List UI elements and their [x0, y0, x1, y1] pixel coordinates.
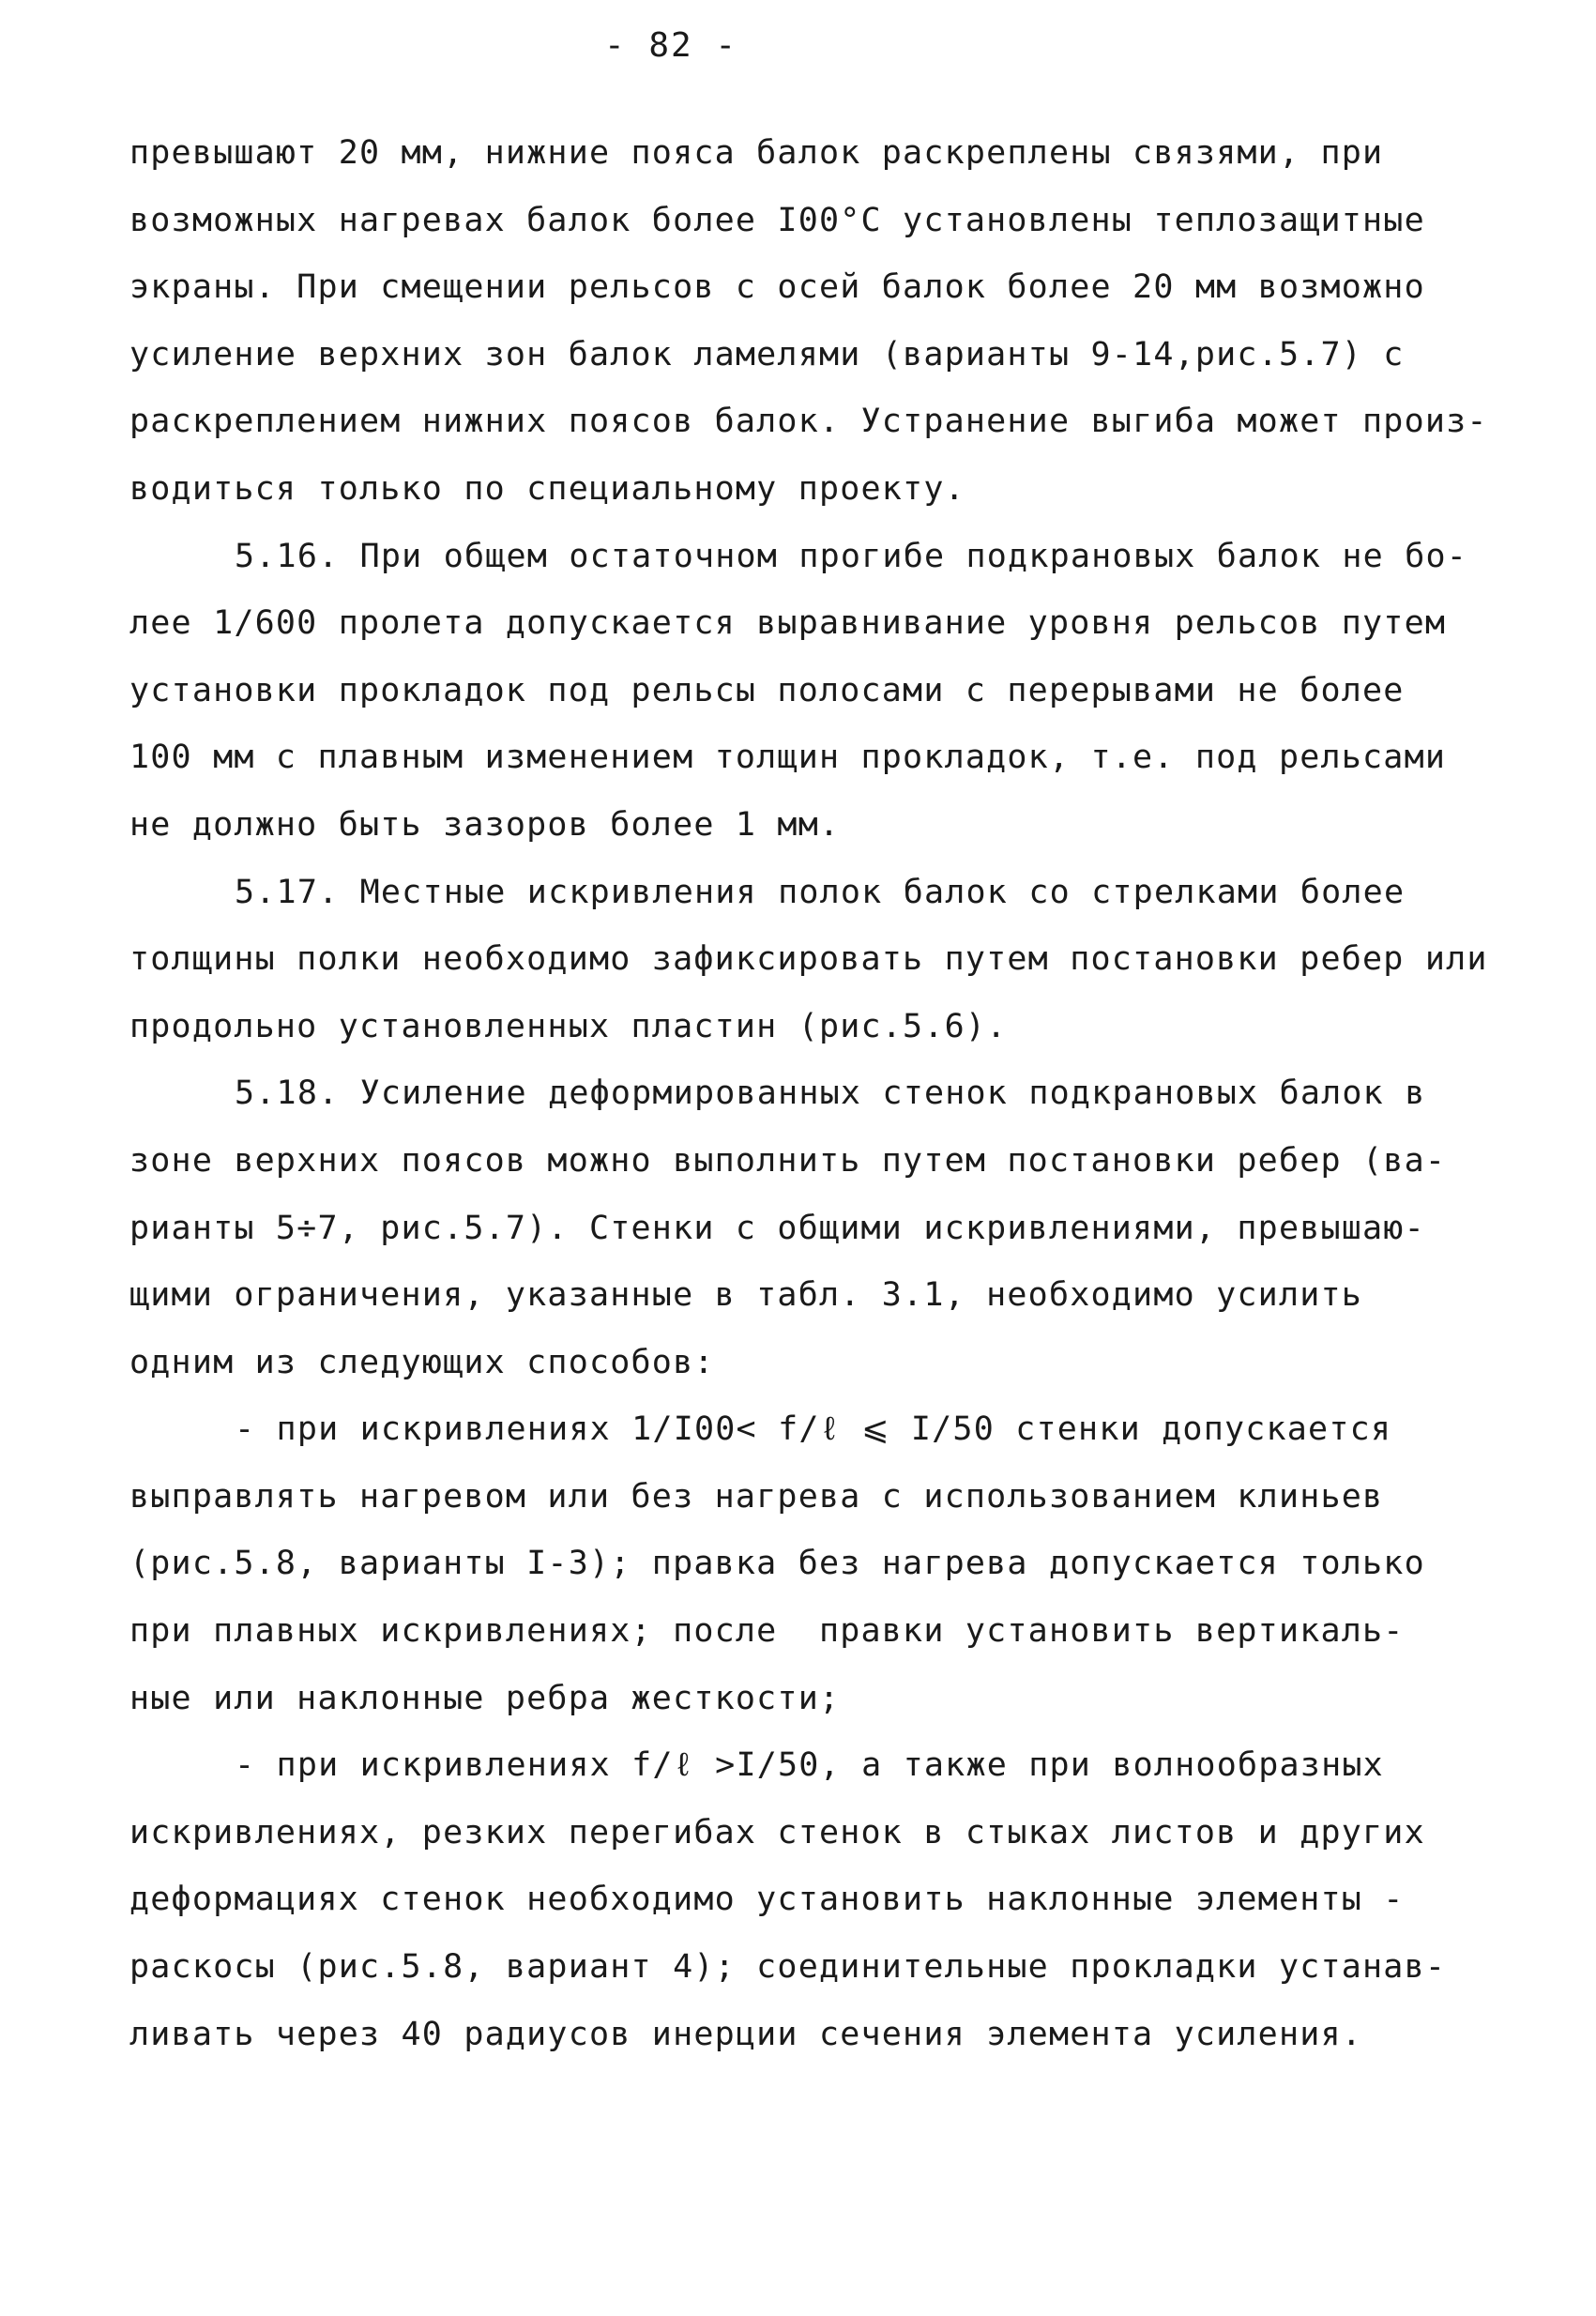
text-line: раскосы (рис.5.8, вариант 4); соединительные прокладки устанав- [129, 1948, 1447, 1987]
text-line: (рис.5.8, варианты I-3); правка без нагрева допускается только [129, 1545, 1425, 1583]
text-line: раскреплением нижних поясов балок. Устранение выгиба может произ- [129, 403, 1488, 441]
text-line: зоне верхних поясов можно выполнить путем постановки ребер (ва- [129, 1141, 1447, 1180]
text-line: не должно быть зазоров более 1 мм. [129, 805, 841, 844]
body-text [129, 120, 1488, 2068]
text-line: толщины полки необходимо зафиксировать путем постановки ребер или [129, 940, 1488, 979]
text-line: ливать через 40 радиусов инерции сечения элемента усиления. [129, 2015, 1363, 2053]
text-line: 100 мм с плавным изменением толщин прокладок, т.е. под рельсами [129, 739, 1447, 777]
text-line: водиться только по специальному проекту. [129, 469, 965, 508]
paragraph-5-17-start: 5.17. Местные искривления полок балок со стрелками более [235, 873, 1406, 911]
paragraph-5-18-start: 5.18. Усиление деформированных стенок подкрановых балок в [235, 1074, 1426, 1113]
page-number: - 82 - [603, 26, 738, 65]
text-line: превышают 20 мм, нижние пояса балок раскреплены связями, при [129, 134, 1384, 172]
text-line: деформациях стенок необходимо установить наклонные элементы - [129, 1881, 1405, 1919]
paragraph-5-16-start: 5.16. При общем остаточном прогибе подкрановых балок не бо- [235, 537, 1468, 575]
text-line: усиление верхних зон балок ламелями (варианты 9-14,рис.5.7) с [129, 335, 1405, 373]
text-line: ные или наклонные ребра жесткости; [129, 1679, 841, 1717]
text-line: экраны. При смещении рельсов с осей балок более 20 мм возможно [129, 268, 1425, 307]
text-line: возможных нагревах балок более I00°C установлены теплозащитные [129, 201, 1425, 239]
list-item-start: - при искривлениях f/ℓ >I/50, а также при волнообразных [235, 1746, 1384, 1785]
text-line: выправлять нагревом или без нагрева с использованием клиньев [129, 1477, 1384, 1516]
text-line: при плавных искривлениях; после правки установить вертикаль- [129, 1612, 1405, 1651]
list-item-start: - при искривлениях 1/I00< f/ℓ ⩽ I/50 стенки допускается [235, 1410, 1392, 1449]
text-line: искривлениях, резких перегибах стенок в стыках листов и других [129, 1813, 1425, 1851]
text-line: лее 1/600 пролета допускается выравнивание уровня рельсов путем [129, 604, 1447, 643]
text-line: щими ограничения, указанные в табл. 3.1, необходимо усилить [129, 1276, 1363, 1315]
text-line: одним из следующих способов: [129, 1343, 715, 1381]
text-line: установки прокладок под рельсы полосами с перерывами не более [129, 671, 1405, 709]
text-line: продольно установленных пластин (рис.5.6). [129, 1007, 1008, 1045]
text-line: рианты 5÷7, рис.5.7). Стенки с общими искривлениями, превышаю- [129, 1209, 1425, 1247]
